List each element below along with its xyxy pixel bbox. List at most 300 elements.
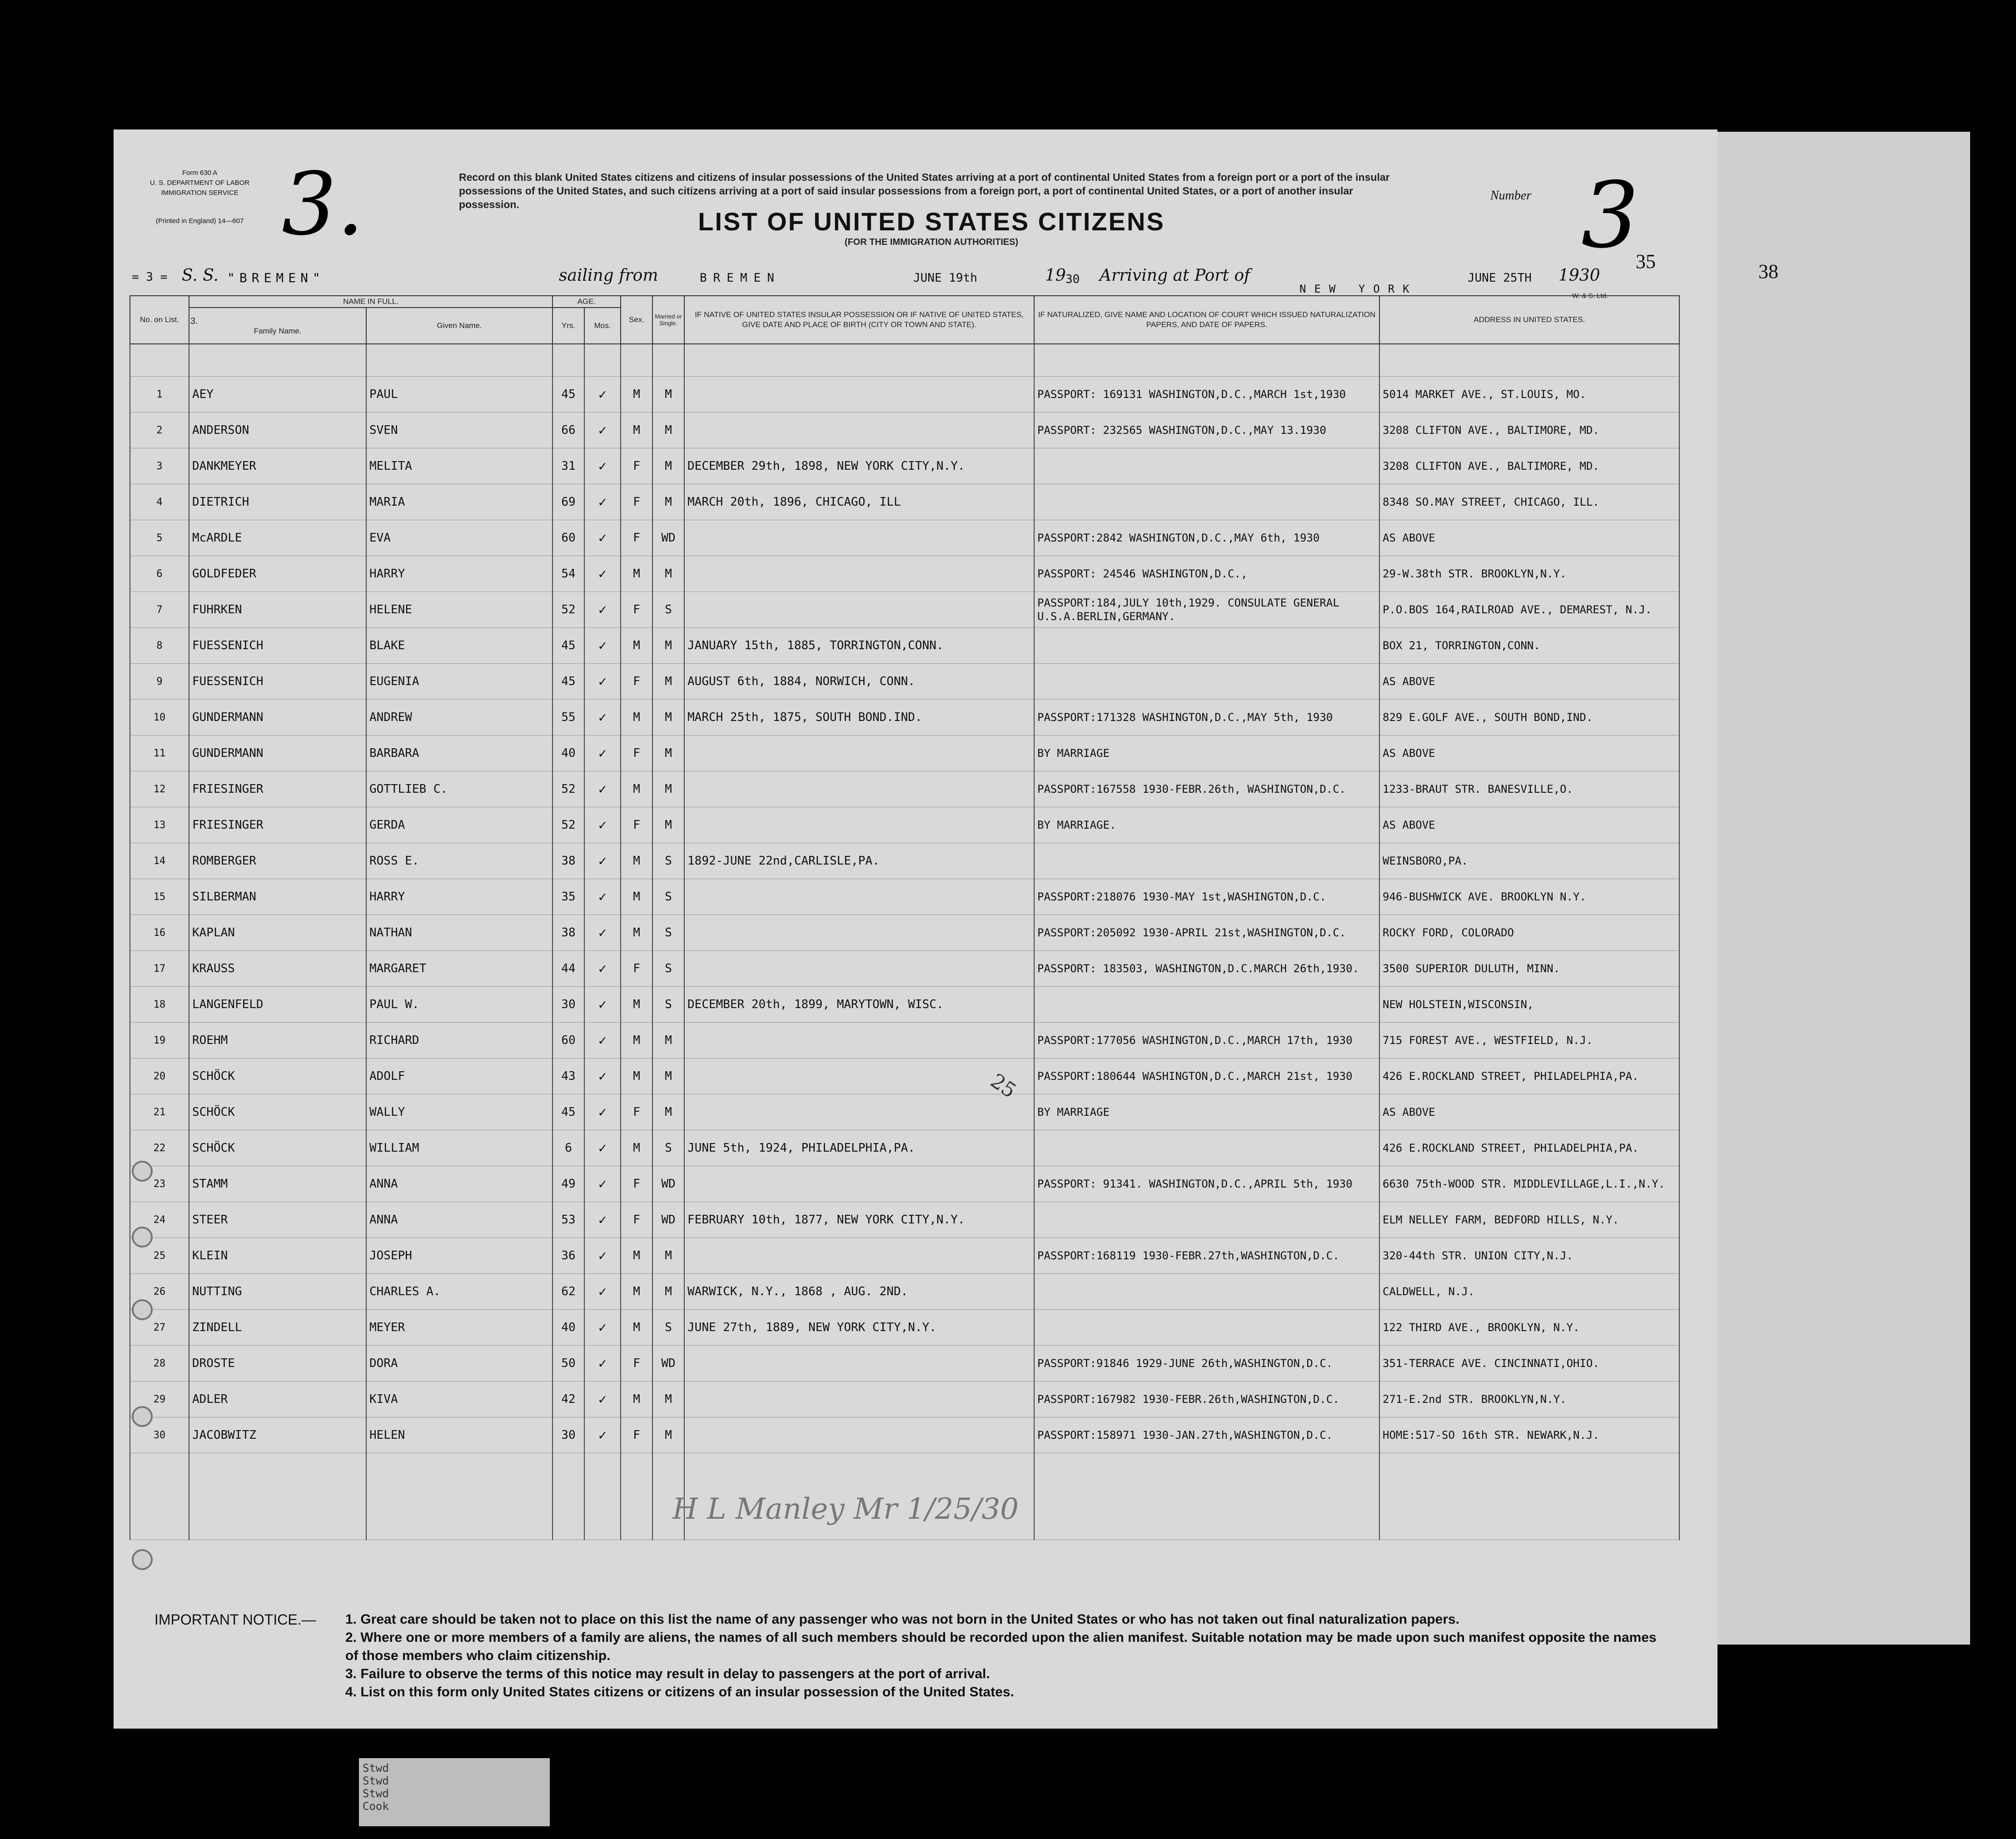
age-years-cell: 52 xyxy=(553,592,584,628)
sex-cell: M xyxy=(621,700,652,736)
table-row xyxy=(130,1310,1679,1346)
check-mark-cell xyxy=(584,413,621,448)
given-name-cell: ROSS E. xyxy=(366,843,553,879)
check-mark-icon: ✓ xyxy=(598,637,607,654)
age-years-cell: 40 xyxy=(553,1310,584,1346)
row-number-cell: 14 xyxy=(130,843,189,879)
arriving-label: Arriving at Port of xyxy=(1100,266,1250,285)
given-name-cell: ANDREW xyxy=(366,700,553,736)
printed-line: (Printed in England) 14—607 xyxy=(155,217,244,225)
sex-cell: M xyxy=(621,628,652,664)
row-number-cell: 25 xyxy=(130,1238,189,1274)
address-cell: AS ABOVE xyxy=(1379,520,1679,556)
marital-status-cell: S xyxy=(652,1310,684,1346)
given-name-cell: RICHARD xyxy=(366,1023,553,1059)
number-label: Number xyxy=(1490,189,1532,203)
stub-line: Stwd xyxy=(363,1762,389,1774)
check-mark-icon: ✓ xyxy=(598,745,607,761)
check-mark-cell xyxy=(584,1417,621,1453)
family-name-cell: ANDERSON xyxy=(189,413,366,448)
check-mark-icon: ✓ xyxy=(598,530,607,546)
marital-status-cell: M xyxy=(652,556,684,592)
given-name-cell: HARRY xyxy=(366,879,553,915)
table-row xyxy=(130,1130,1679,1166)
notice-heading: IMPORTANT NOTICE.— xyxy=(154,1611,316,1628)
given-name-cell: HELEN xyxy=(366,1417,553,1453)
age-years-cell: 45 xyxy=(553,628,584,664)
row-number-cell: 18 xyxy=(130,987,189,1023)
sex-cell: F xyxy=(621,1417,652,1453)
naturalization-info-cell: PASSPORT:158971 1930-JAN.27th,WASHINGTON,D.C. xyxy=(1034,1417,1379,1453)
naturalization-info-cell: PASSPORT:2842 WASHINGTON,D.C.,MAY 6th, 1930 xyxy=(1034,520,1379,556)
given-name-cell: HELENE xyxy=(366,592,553,628)
naturalization-info-cell: PASSPORT:177056 WASHINGTON,D.C.,MARCH 17th, 1930 xyxy=(1034,1023,1379,1059)
back-page xyxy=(1713,132,1970,1645)
age-years-cell: 69 xyxy=(553,484,584,520)
arrival-year xyxy=(1558,266,1600,285)
naturalization-info-cell: PASSPORT:91846 1929-JUNE 26th,WASHINGTON,D.C. xyxy=(1034,1346,1379,1382)
check-mark-cell xyxy=(584,915,621,951)
naturalization-info-cell: PASSPORT:205092 1930-APRIL 21st,WASHINGTON,D.C. xyxy=(1034,915,1379,951)
col-address: ADDRESS IN UNITED STATES. xyxy=(1379,296,1679,344)
signature: H L Manley Mr 1/25/30 xyxy=(672,1492,1019,1526)
given-name-cell: GOTTLIEB C. xyxy=(366,771,553,807)
col-family xyxy=(189,308,366,344)
col-sex: Sex. xyxy=(621,296,652,344)
birth-info-cell xyxy=(684,520,1034,556)
given-name-cell: MELITA xyxy=(366,448,553,484)
age-years-cell: 52 xyxy=(553,771,584,807)
table-row xyxy=(130,1382,1679,1417)
table-row xyxy=(130,592,1679,628)
birth-info-cell xyxy=(684,771,1034,807)
arrival-date: JUNE 25TH xyxy=(1468,271,1532,285)
table-row xyxy=(130,1274,1679,1310)
row-number-cell: 2 xyxy=(130,413,189,448)
naturalization-info-cell xyxy=(1034,843,1379,879)
sex-cell: F xyxy=(621,807,652,843)
given-name-cell: PAUL xyxy=(366,377,553,413)
naturalization-info-cell xyxy=(1034,448,1379,484)
naturalization-info-cell xyxy=(1034,1130,1379,1166)
check-mark-icon: ✓ xyxy=(598,1319,607,1336)
row-number-cell: 22 xyxy=(130,1130,189,1166)
check-mark-icon: ✓ xyxy=(598,1355,607,1372)
check-mark-cell xyxy=(584,951,621,987)
row-number-cell: 30 xyxy=(130,1417,189,1453)
address-cell: AS ABOVE xyxy=(1379,807,1679,843)
stub-line: Stwd xyxy=(363,1787,389,1800)
address-cell: 320-44th STR. UNION CITY,N.J. xyxy=(1379,1238,1679,1274)
page-title: LIST OF UNITED STATES CITIZENS xyxy=(698,207,1165,236)
address-cell: 5014 MARKET AVE., ST.LOUIS, MO. xyxy=(1379,377,1679,413)
age-years-cell: 30 xyxy=(553,1417,584,1453)
birth-info-cell xyxy=(684,915,1034,951)
sex-cell: F xyxy=(621,1166,652,1202)
marital-status-cell: WD xyxy=(652,1202,684,1238)
family-name-cell: DIETRICH xyxy=(189,484,366,520)
table-row xyxy=(130,377,1679,413)
address-cell: AS ABOVE xyxy=(1379,736,1679,771)
row-number-cell: 9 xyxy=(130,664,189,700)
row-number-cell: 13 xyxy=(130,807,189,843)
birth-info-cell: JUNE 27th, 1889, NEW YORK CITY,N.Y. xyxy=(684,1310,1034,1346)
given-name-cell: ADOLF xyxy=(366,1059,553,1094)
sex-cell: M xyxy=(621,556,652,592)
table-row xyxy=(130,1202,1679,1238)
family-name-cell: KAPLAN xyxy=(189,915,366,951)
family-name-cell: SCHÖCK xyxy=(189,1094,366,1130)
family-name-cell: KLEIN xyxy=(189,1238,366,1274)
manifest-table xyxy=(129,295,1680,1540)
age-years-cell: 49 xyxy=(553,1166,584,1202)
check-mark-cell xyxy=(584,736,621,771)
family-name-cell: ZINDELL xyxy=(189,1310,366,1346)
marital-status-cell: M xyxy=(652,1274,684,1310)
given-name-cell: BARBARA xyxy=(366,736,553,771)
naturalization-info-cell xyxy=(1034,628,1379,664)
check-mark-cell xyxy=(584,1023,621,1059)
address-cell: BOX 21, TORRINGTON,CONN. xyxy=(1379,628,1679,664)
check-mark-cell xyxy=(584,377,621,413)
check-mark-cell xyxy=(584,1346,621,1382)
marital-status-cell: M xyxy=(652,1059,684,1094)
check-mark-icon: ✓ xyxy=(598,817,607,833)
check-mark-icon: ✓ xyxy=(598,458,607,474)
sailing-label: sailing from xyxy=(559,266,658,285)
marital-status-cell: M xyxy=(652,628,684,664)
form-info xyxy=(150,168,249,226)
col-naturalized: IF NATURALIZED, GIVE NAME AND LOCATION OF COURT WHICH ISSUED NATURALIZATION PAPERS, AND DATE OF PAPERS. xyxy=(1034,296,1379,344)
age-years-cell: 60 xyxy=(553,520,584,556)
annotation-mark: 25 xyxy=(986,1069,1020,1103)
manifest-rows xyxy=(130,344,1679,1540)
col-name: NAME IN FULL. xyxy=(189,296,553,308)
address-cell: 715 FOREST AVE., WESTFIELD, N.J. xyxy=(1379,1023,1679,1059)
sex-cell: M xyxy=(621,771,652,807)
marital-status-cell: M xyxy=(652,700,684,736)
side-number-2: 38 xyxy=(1758,260,1778,283)
list-number: 3 xyxy=(1581,163,1639,268)
marital-status-cell: S xyxy=(652,592,684,628)
binder-hole xyxy=(132,1161,153,1182)
voyage-sailing xyxy=(559,266,658,285)
check-mark-cell xyxy=(584,448,621,484)
table-row xyxy=(130,951,1679,987)
birth-info-cell: 1892-JUNE 22nd,CARLISLE,PA. xyxy=(684,843,1034,879)
naturalization-info-cell xyxy=(1034,1310,1379,1346)
printer-mark: W. & S. Ltd. xyxy=(1572,292,1608,300)
birth-info-cell xyxy=(684,879,1034,915)
check-mark-cell xyxy=(584,879,621,915)
check-mark-cell xyxy=(584,843,621,879)
check-mark-icon: ✓ xyxy=(598,924,607,941)
table-row xyxy=(130,484,1679,520)
naturalization-info-cell xyxy=(1034,484,1379,520)
age-years-cell: 38 xyxy=(553,915,584,951)
table-row xyxy=(130,1059,1679,1094)
birth-info-cell xyxy=(684,1059,1034,1094)
check-mark-icon: ✓ xyxy=(598,1427,607,1443)
address-cell: 8348 SO.MAY STREET, CHICAGO, ILL. xyxy=(1379,484,1679,520)
age-years-cell: 35 xyxy=(553,879,584,915)
age-years-cell: 54 xyxy=(553,556,584,592)
sex-cell: M xyxy=(621,1130,652,1166)
check-mark-icon: ✓ xyxy=(598,1176,607,1192)
birth-info-cell: MARCH 20th, 1896, CHICAGO, ILL xyxy=(684,484,1034,520)
age-years-cell: 45 xyxy=(553,377,584,413)
address-cell: CALDWELL, N.J. xyxy=(1379,1274,1679,1310)
family-name-cell: SCHÖCK xyxy=(189,1130,366,1166)
age-years-cell: 31 xyxy=(553,448,584,484)
row-number-cell: 11 xyxy=(130,736,189,771)
check-mark-cell xyxy=(584,807,621,843)
check-mark-cell xyxy=(584,771,621,807)
col-no: No. on List. xyxy=(130,296,189,344)
address-cell: AS ABOVE xyxy=(1379,1094,1679,1130)
check-mark-cell xyxy=(584,592,621,628)
naturalization-info-cell: PASSPORT:180644 WASHINGTON,D.C.,MARCH 21st, 1930 xyxy=(1034,1059,1379,1094)
marital-status-cell: M xyxy=(652,413,684,448)
birth-info-cell xyxy=(684,592,1034,628)
marital-status-cell: M xyxy=(652,1094,684,1130)
family-name-cell: FRIESINGER xyxy=(189,807,366,843)
row-number-cell: 12 xyxy=(130,771,189,807)
naturalization-info-cell: BY MARRIAGE. xyxy=(1034,807,1379,843)
age-years-cell: 43 xyxy=(553,1059,584,1094)
marital-status-cell: S xyxy=(652,1130,684,1166)
birth-info-cell xyxy=(684,1166,1034,1202)
blank-row xyxy=(130,344,1679,377)
col-family-label: Family Name. xyxy=(254,326,302,335)
row-number-cell: 10 xyxy=(130,700,189,736)
birth-info-cell: MARCH 25th, 1875, SOUTH BOND.IND. xyxy=(684,700,1034,736)
family-name-cell: DROSTE xyxy=(189,1346,366,1382)
address-cell: 426 E.ROCKLAND STREET, PHILADELPHIA,PA. xyxy=(1379,1130,1679,1166)
birth-info-cell: AUGUST 6th, 1884, NORWICH, CONN. xyxy=(684,664,1034,700)
family-name-cell: FUESSENICH xyxy=(189,628,366,664)
row-number-cell: 26 xyxy=(130,1274,189,1310)
address-cell: 3500 SUPERIOR DULUTH, MINN. xyxy=(1379,951,1679,987)
col-native: IF NATIVE OF UNITED STATES INSULAR POSSESSION OR IF NATIVE OF UNITED STATES, GIVE DATE AND PLACE OF BIRTH (CITY OR TOWN AND STATE). xyxy=(684,296,1034,344)
ship-label: S. S. xyxy=(182,266,219,285)
marital-status-cell: WD xyxy=(652,1346,684,1382)
naturalization-info-cell: PASSPORT: 232565 WASHINGTON,D.C.,MAY 13.1930 xyxy=(1034,413,1379,448)
given-name-cell: CHARLES A. xyxy=(366,1274,553,1310)
check-mark-cell xyxy=(584,1166,621,1202)
birth-info-cell xyxy=(684,951,1034,987)
record-note: Record on this blank United States citizens and citizens of insular possessions of the United States arriving at a port of continental United States from a foreign port or a port of the insular possessions of the United States, and such citizens arriving at a port of said insular possessions from a foreign port, a port of continental United States, or a port of another insular possession. xyxy=(459,171,1390,210)
marital-status-cell: M xyxy=(652,484,684,520)
notice-item-3: 3. Failure to observe the terms of this notice may result in delay to passengers at the port of arrival. xyxy=(345,1666,990,1681)
age-years-cell: 50 xyxy=(553,1346,584,1382)
col-mos: Mos. xyxy=(584,308,621,344)
voyage-ship-label xyxy=(182,266,219,285)
notice-item-4: 4. List on this form only United States citizens or citizens of an insular possession of the United States. xyxy=(345,1685,1014,1700)
naturalization-info-cell: PASSPORT:218076 1930-MAY 1st,WASHINGTON,D.C. xyxy=(1034,879,1379,915)
check-mark-cell xyxy=(584,1059,621,1094)
given-name-cell: SVEN xyxy=(366,413,553,448)
given-name-cell: WILLIAM xyxy=(366,1130,553,1166)
age-years-cell: 45 xyxy=(553,664,584,700)
check-mark-cell xyxy=(584,1094,621,1130)
port-from: BREMEN xyxy=(700,271,781,285)
marital-status-cell: S xyxy=(652,987,684,1023)
table-row xyxy=(130,448,1679,484)
marital-status-cell: M xyxy=(652,736,684,771)
notice-item-2: 2. Where one or more members of a family are aliens, the names of all such members should be recorded upon the alien manifest. Suitable notation may be made upon such manifest opposite the names of those members who claim citizenship. xyxy=(345,1630,1657,1663)
check-mark-icon: ✓ xyxy=(598,386,607,403)
check-mark-cell xyxy=(584,556,621,592)
col-yrs: Yrs. xyxy=(553,308,584,344)
given-name-cell: ANNA xyxy=(366,1166,553,1202)
row-number-cell: 16 xyxy=(130,915,189,951)
naturalization-info-cell xyxy=(1034,1202,1379,1238)
form-line-3: IMMIGRATION SERVICE xyxy=(161,189,239,197)
check-mark-cell xyxy=(584,628,621,664)
birth-info-cell xyxy=(684,1417,1034,1453)
naturalization-info-cell: PASSPORT: 24546 WASHINGTON,D.C., xyxy=(1034,556,1379,592)
family-name-cell: ROEHM xyxy=(189,1023,366,1059)
row-number-cell: 15 xyxy=(130,879,189,915)
sex-cell: F xyxy=(621,1202,652,1238)
binder-hole xyxy=(132,1299,153,1320)
age-years-cell: 40 xyxy=(553,736,584,771)
birth-info-cell: WARWICK, N.Y., 1868 , AUG. 2ND. xyxy=(684,1274,1034,1310)
birth-info-cell: JUNE 5th, 1924, PHILADELPHIA,PA. xyxy=(684,1130,1034,1166)
table-row xyxy=(130,520,1679,556)
address-cell: ROCKY FORD, COLORADO xyxy=(1379,915,1679,951)
check-mark-icon: ✓ xyxy=(598,1212,607,1228)
given-name-cell: EUGENIA xyxy=(366,664,553,700)
sex-cell: F xyxy=(621,736,652,771)
check-mark-icon: ✓ xyxy=(598,1032,607,1049)
table-row xyxy=(130,1023,1679,1059)
sex-cell: M xyxy=(621,1382,652,1417)
check-mark-icon: ✓ xyxy=(598,1391,607,1407)
check-mark-icon: ✓ xyxy=(598,601,607,618)
sex-cell: F xyxy=(621,484,652,520)
table-row xyxy=(130,556,1679,592)
age-years-cell: 36 xyxy=(553,1238,584,1274)
age-years-cell: 44 xyxy=(553,951,584,987)
row-number-cell: 6 xyxy=(130,556,189,592)
naturalization-info-cell: BY MARRIAGE xyxy=(1034,736,1379,771)
marital-status-cell: M xyxy=(652,1023,684,1059)
birth-info-cell xyxy=(684,807,1034,843)
sex-cell: F xyxy=(621,1094,652,1130)
row-number-cell: 21 xyxy=(130,1094,189,1130)
check-mark-cell xyxy=(584,1310,621,1346)
address-cell: 3208 CLIFTON AVE., BALTIMORE, MD. xyxy=(1379,448,1679,484)
birth-info-cell xyxy=(684,1346,1034,1382)
address-cell: 6630 75th-WOOD STR. MIDDLEVILLAGE,L.I.,N.Y. xyxy=(1379,1166,1679,1202)
marital-status-cell: S xyxy=(652,951,684,987)
sex-cell: M xyxy=(621,1023,652,1059)
family-name-cell: SCHÖCK xyxy=(189,1059,366,1094)
naturalization-info-cell: PASSPORT:167558 1930-FEBR.26th, WASHINGTON,D.C. xyxy=(1034,771,1379,807)
row-number-cell: 19 xyxy=(130,1023,189,1059)
check-mark-cell xyxy=(584,664,621,700)
table-row xyxy=(130,1417,1679,1453)
col-age: AGE. xyxy=(553,296,621,308)
ship-name: "BREMEN" xyxy=(227,270,325,285)
age-years-cell: 52 xyxy=(553,807,584,843)
check-mark-icon: ✓ xyxy=(598,1068,607,1084)
year-prefix-text: 19 xyxy=(1045,266,1066,285)
sex-cell: F xyxy=(621,951,652,987)
address-cell: 271-E.2nd STR. BROOKLYN,N.Y. xyxy=(1379,1382,1679,1417)
given-name-cell: HARRY xyxy=(366,556,553,592)
birth-info-cell xyxy=(684,1238,1034,1274)
row-number-cell: 20 xyxy=(130,1059,189,1094)
marital-status-cell: M xyxy=(652,448,684,484)
marital-status-cell: S xyxy=(652,879,684,915)
address-cell: P.O.BOS 164,RAILROAD AVE., DEMAREST, N.J. xyxy=(1379,592,1679,628)
check-mark-cell xyxy=(584,1202,621,1238)
given-name-cell: JOSEPH xyxy=(366,1238,553,1274)
table-row xyxy=(130,664,1679,700)
table-row xyxy=(130,700,1679,736)
sex-cell: F xyxy=(621,664,652,700)
check-mark-icon: ✓ xyxy=(598,673,607,690)
row-number-cell: 24 xyxy=(130,1202,189,1238)
table-row xyxy=(130,1346,1679,1382)
age-years-cell: 66 xyxy=(553,413,584,448)
attached-stub xyxy=(359,1758,550,1826)
birth-info-cell: FEBRUARY 10th, 1877, NEW YORK CITY,N.Y. xyxy=(684,1202,1034,1238)
date-sailed: JUNE 19th xyxy=(913,271,977,285)
birth-info-cell xyxy=(684,377,1034,413)
binder-hole xyxy=(132,1227,153,1248)
family-name-cell: FRIESINGER xyxy=(189,771,366,807)
check-mark-cell xyxy=(584,484,621,520)
binder-hole xyxy=(132,1549,153,1570)
check-mark-icon: ✓ xyxy=(598,996,607,1013)
address-cell: 829 E.GOLF AVE., SOUTH BOND,IND. xyxy=(1379,700,1679,736)
table-row xyxy=(130,628,1679,664)
notice-list xyxy=(345,1610,1663,1701)
address-cell: 1233-BRAUT STR. BANESVILLE,O. xyxy=(1379,771,1679,807)
stub-line: Stwd xyxy=(363,1774,389,1787)
family-name-cell: SILBERMAN xyxy=(189,879,366,915)
year-prefix xyxy=(1045,266,1066,285)
notice-item-1: 1. Great care should be taken not to place on this list the name of any passenger who was not born in the United States or who has not taken out final naturalization papers. xyxy=(345,1612,1460,1627)
address-cell: 122 THIRD AVE., BROOKLYN, N.Y. xyxy=(1379,1310,1679,1346)
row-number-cell: 1 xyxy=(130,377,189,413)
check-mark-cell xyxy=(584,520,621,556)
table-row xyxy=(130,879,1679,915)
birth-info-cell xyxy=(684,1382,1034,1417)
given-name-cell: MARIA xyxy=(366,484,553,520)
given-name-cell: ANNA xyxy=(366,1202,553,1238)
marital-status-cell: M xyxy=(652,771,684,807)
sex-cell: F xyxy=(621,520,652,556)
list-group: 3. xyxy=(190,316,198,326)
port-to: NEW YORK xyxy=(1299,283,1418,295)
year-suffix: 30 xyxy=(1065,273,1080,286)
address-cell: 3208 CLIFTON AVE., BALTIMORE, MD. xyxy=(1379,413,1679,448)
row-number-cell: 23 xyxy=(130,1166,189,1202)
family-name-cell: ROMBERGER xyxy=(189,843,366,879)
binder-hole xyxy=(132,1406,153,1427)
sex-cell: M xyxy=(621,1274,652,1310)
naturalization-info-cell: PASSPORT: 183503, WASHINGTON,D.C.MARCH 26th,1930. xyxy=(1034,951,1379,987)
sex-cell: M xyxy=(621,843,652,879)
age-years-cell: 60 xyxy=(553,1023,584,1059)
naturalization-info-cell: PASSPORT:171328 WASHINGTON,D.C.,MAY 5th, 1930 xyxy=(1034,700,1379,736)
table-row xyxy=(130,1166,1679,1202)
